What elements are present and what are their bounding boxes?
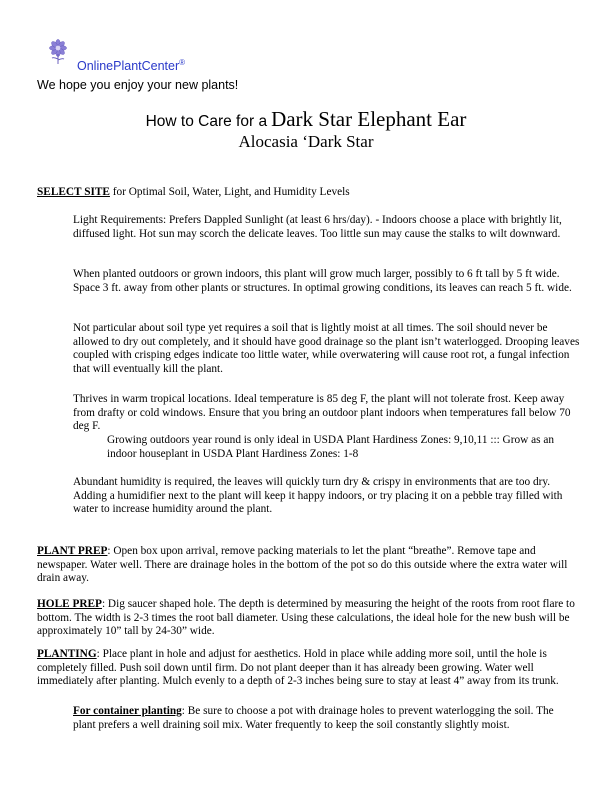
botanical-name: Alocasia ‘Dark Star (238, 132, 374, 151)
plant-prep-section: PLANT PREP: Open box upon arrival, remove packing materials to let the plant “breathe”. Remove tape and newspaper. Water well. There are drainage holes in the bottom of the pot so do this outside where the extra water will drain away. (37, 545, 568, 584)
soil-paragraph: Not particular about soil type yet requires a soil that is lightly moist at all times. The soil should never be allowed to dry out completely, and it should have good drainage so the plant isn’t waterlogged. Drooping leaves coupled with crisping edges indicate too little water, while overwatering will cause root rot, a fungal infection that will eventually kill the plant. (73, 322, 580, 375)
select-site-heading: SELECT SITE for Optimal Soil, Water, Light, and Humidity Levels (37, 186, 350, 198)
planting-section: PLANTING: Place plant in hole and adjust for aesthetics. Hold in place while adding more soil, until the hole is completely filled. Push soil down until firm. Do not plant deeper than it has already been growing. Water well immediately after planting. Mulch evenly to a depth of 2-3 inches being sure to stay at least 4” away from its trunk. (37, 648, 559, 687)
title-plant-name: Dark Star Elephant Ear (271, 107, 467, 131)
temperature-paragraph: Thrives in warm tropical locations. Ideal temperature is 85 deg F, the plant will not tolerate frost. Keep away from drafty or cold windows. Ensure that you bring an outdoor plant indoors when temperatures fall below 70 deg F. (73, 393, 571, 432)
hardiness-zones-paragraph: Growing outdoors year round is only ideal in USDA Plant Hardiness Zones: 9,10,11 ::: Grow as an indoor houseplant in USDA Plant Hardiness Zones: 1-8 (107, 434, 555, 460)
brand-name: OnlinePlantCenter® (77, 58, 186, 74)
title-prefix: How to Care for a (145, 113, 268, 130)
hole-prep-section: HOLE PREP: Dig saucer shaped hole. The depth is determined by measuring the height of the roots from root flare to bottom. The width is 2-3 times the root ball diameter. Using these calculations, the ideal hole for the new bush will be approximately 10” tall by 24-30” wide. (37, 598, 575, 637)
light-paragraph: Light Requirements: Prefers Dappled Sunlight (at least 6 hrs/day). - Indoors choose a place with brightly lit, diffused light. Hot sun may scorch the delicate leaves. Too little sun may cause the stalks to wilt downward. (73, 214, 562, 240)
container-planting-section: For container planting: Be sure to choose a pot with drainage holes to prevent waterlogging the soil. The plant prefers a well draining soil mix. Water frequently to keep the soil constantly slightly moist. (73, 705, 554, 731)
humidity-paragraph: Abundant humidity is required, the leaves will quickly turn dry & crispy in environments that are too dry. Adding a humidifier next to the plant will keep it happy indoors, or try placing it on a pebble tray filled with water to increase humidity around the plant. (73, 476, 563, 515)
page-title (0, 107, 612, 132)
size-paragraph: When planted outdoors or grown indoors, this plant will grow much larger, possibly to 6 ft tall by 5 ft wide. Space 3 ft. away from other plants or structures. In optimal growing conditions, its leaves can reach 5 ft. wide. (73, 268, 572, 294)
flower-logo-icon (46, 39, 70, 65)
tagline: We hope you enjoy your new plants! (37, 78, 239, 92)
